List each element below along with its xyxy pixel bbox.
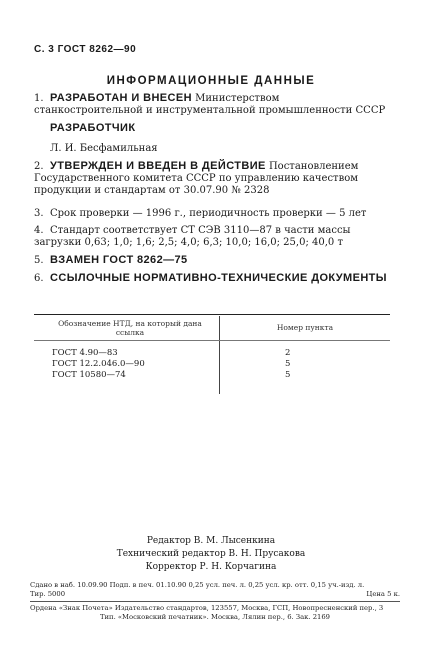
item-6-number: 6. bbox=[34, 273, 44, 284]
footer-divider bbox=[30, 601, 400, 602]
publisher-line: Ордена «Знак Почета» Издательство стандартов, 123557, Москва, ГСП, Новопресненский пер., 3 bbox=[30, 604, 384, 612]
item-5 bbox=[34, 254, 390, 267]
print-info-line-1: Сдано в наб. 10.09.90 Подп. в печ. 01.10.90 0,25 усл. печ. л. 0,25 усл. кр. отт. 0,15 уч.-изд. л. bbox=[30, 581, 365, 589]
item-4 bbox=[34, 225, 390, 249]
table-column-divider bbox=[219, 316, 220, 394]
printer-line: Тип. «Московский печатник». Москва, Лялин пер., 6. Зак. 2169 bbox=[99, 613, 330, 621]
table-row-1-document: ГОСТ 4.90—83 bbox=[52, 348, 118, 358]
page-title: ИНФОРМАЦИОННЫЕ ДАННЫЕ bbox=[106, 75, 316, 87]
item-6-heading: ССЫЛОЧНЫЕ НОРМАТИВНО-ТЕХНИЧЕСКИЕ ДОКУМЕНТЫ bbox=[50, 272, 387, 284]
print-info-line-2 bbox=[30, 590, 400, 599]
table-row-3-document: ГОСТ 10580—74 bbox=[52, 370, 126, 380]
print-run: Тир. 5000 bbox=[30, 590, 66, 598]
table-top-border bbox=[34, 314, 390, 315]
item-5-number: 5. bbox=[34, 255, 44, 266]
item-4-text: Стандарт соответствует СТ СЭВ 3110—87 в части массы загрузки 0,63; 1,0; 1,6; 2,5; 4,0; 6,3; 10,0; 16,0; 25,0; 40,0 т bbox=[34, 225, 351, 248]
item-5-heading: ВЗАМЕН ГОСТ 8262—75 bbox=[50, 254, 188, 266]
table-header-clause: Номер пункта bbox=[276, 323, 334, 332]
developer-name: Л. И. Бесфамильная bbox=[50, 143, 158, 154]
developer-heading: РАЗРАБОТЧИК bbox=[50, 122, 136, 134]
editor-credit: Редактор В. М. Лысенкина bbox=[146, 536, 276, 546]
item-3-number: 3. bbox=[34, 208, 44, 219]
item-4-number: 4. bbox=[34, 225, 44, 236]
item-1-heading: РАЗРАБОТАН И ВНЕСЕН bbox=[50, 92, 192, 104]
table-header-document: Обозначение НТД, на который дана ссылка bbox=[58, 319, 202, 337]
table-header-border bbox=[34, 340, 390, 341]
table-row-3-clause: 5 bbox=[285, 370, 291, 380]
item-2 bbox=[34, 160, 390, 197]
item-3 bbox=[34, 208, 390, 220]
table-row-1-clause: 2 bbox=[285, 348, 291, 358]
item-2-number: 2. bbox=[34, 161, 44, 172]
item-1-text: Министерством станкостроительной и инструментальной промышленности СССР bbox=[34, 93, 386, 116]
item-6 bbox=[34, 272, 390, 285]
item-1-number: 1. bbox=[34, 93, 44, 104]
corrector-credit: Корректор Р. Н. Корчагина bbox=[145, 562, 277, 572]
page-header: С. 3 ГОСТ 8262—90 bbox=[34, 44, 137, 55]
tech-editor-credit: Технический редактор В. Н. Прусакова bbox=[116, 549, 306, 559]
price: Цена 5 к. bbox=[366, 590, 400, 598]
item-1 bbox=[34, 92, 390, 117]
item-2-heading: УТВЕРЖДЕН И ВВЕДЕН В ДЕЙСТВИЕ bbox=[50, 160, 266, 172]
item-3-text: Срок проверки — 1996 г., периодичность проверки — 5 лет bbox=[50, 208, 367, 219]
table-row-2-clause: 5 bbox=[285, 359, 291, 369]
table-row-2-document: ГОСТ 12.2.046.0—90 bbox=[52, 359, 145, 369]
item-2-text: Постановлением Государственного комитета СССР по управлению качеством продукции и стандартам от 30.07.90 № 2328 bbox=[34, 161, 359, 196]
